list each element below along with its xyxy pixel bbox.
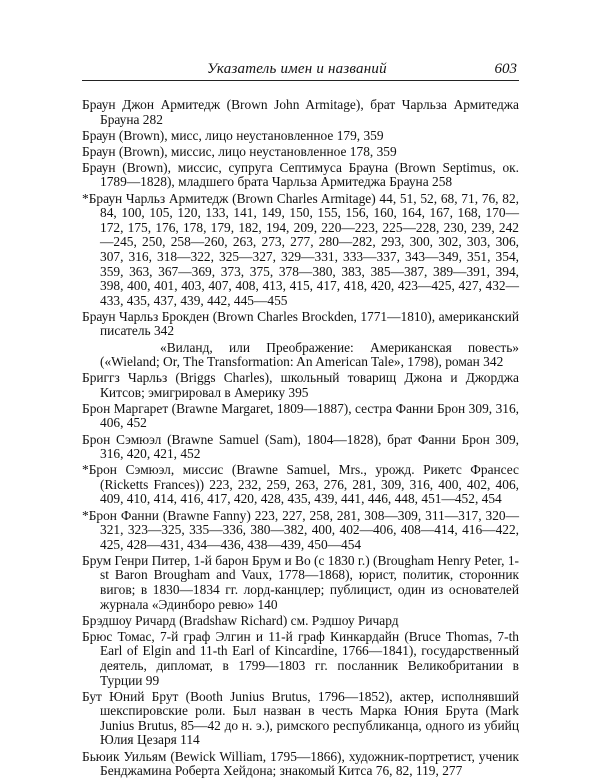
index-subentry: «Виланд, или Преображение: Американская повесть» («Wieland; Or, The Transformation: An American Tale», 1798), роман 342 (100, 339, 519, 370)
index-entry: Брон Сэмюэл (Brawne Samuel (Sam), 1804—1828), брат Фанни Брон 309, 316, 420, 421, 452 (82, 431, 519, 462)
index-entry: Брюс Томас, 7-й граф Элгин и 11-й граф Кинкардайн (Bruce Thomas, 7-th Earl of Elgin and 11-th Earl of Kincardine, 1766—1841), государственный деятель, дипломат, в 1799—1803 гг. посланник Великобритании в Турции 99 (82, 628, 519, 688)
index-entry: Браун (Brown), миссис, лицо неустановленное 178, 359 (82, 143, 397, 159)
index-entry: Бьюик Уильям (Bewick William, 1795—1866), художник-портретист, ученик Бенджамина Роберта Хейдона; знакомый Китса 76, 82, 119, 277 (82, 748, 519, 779)
index-entry: Браун Джон Армитедж (Brown John Armitage), брат Чарльза Армитеджа Брауна 282 (82, 97, 519, 127)
index-entry: *Брон Сэмюэл, миссис (Brawne Samuel, Mrs., урожд. Рикетс Франсес (Ricketts Frances)) 223, 232, 259, 263, 276, 281, 309, 316, 400, 402, 406, 409, 410, 414, 416, 417, 420, 428, 435, 439, 441, 446, 448, 451—452, 454 (82, 462, 519, 507)
index-entry: Браун (Brown), миссис, супруга Септимуса Брауна (Brown Septimus, ок. 1789—1828), младшего брата Чарльза Армитеджа Брауна 258 (82, 159, 519, 190)
running-header (82, 58, 519, 81)
index-entry: Брэдшоу Ричард (Bradshaw Richard) см. Рэдшоу Ричард (82, 612, 399, 628)
index-entry: *Брон Фанни (Brawne Fanny) 223, 227, 258, 281, 308—309, 311—317, 320—321, 323—325, 335—336, 380—382, 400, 402—406, 408—414, 416—422, 425, 428—431, 434—436, 438—439, 450—454 (82, 507, 519, 552)
index-entry: Брон Маргарет (Brawne Margaret, 1809—1887), сестра Фанни Брон 309, 316, 406, 452 (82, 400, 519, 431)
index-entry: Бриггз Чарльз (Briggs Charles), школьный товарищ Джона и Джорджа Китсов; эмигрировал в Америку 395 (82, 370, 519, 400)
index-entry: Браун (Brown), мисс, лицо неустановленное 179, 359 (82, 127, 384, 143)
index-list (82, 98, 519, 780)
running-title: Указатель имен и названий (207, 61, 387, 77)
index-entry: *Браун Чарльз Армитедж (Brown Charles Armitage) 44, 51, 52, 68, 71, 76, 82, 84, 100, 105, 120, 133, 141, 149, 150, 155, 156, 160, 164, 167, 168, 170—172, 175, 176, 178, 179, 182, 194, 209, 220—223, 225—228, 230, 239, 242—245, 250, 258—260, 263, 273, 277, 280—282, 293, 300, 302, 303, 306, 307, 316, 318—322, 325—327, 329—331, 333—337, 343—349, 351, 354, 359, 363, 367—369, 373, 375, 378—380, 383, 385—387, 389—391, 394, 398, 400, 401, 403, 407, 408, 413, 415, 417, 418, 420, 423—425, 427, 432—433, 435, 437, 439, 442, 445—455 (82, 190, 519, 308)
page-number: 603 (494, 61, 517, 77)
index-entry: Бут Юний Брут (Booth Junius Brutus, 1796—1852), актер, исполнявший шекспировские роли. Был назван в честь Марка Юния Брута (Mark Junius Brutus, 85—42 до н. э.), римского республиканца, одного из убийц Юлия Цезаря 114 (82, 688, 519, 748)
index-entry: Брум Генри Питер, 1-й барон Брум и Во (с 1830 г.) (Brougham Henry Peter, 1-st Baron Brougham and Vaux, 1778—1868), юрист, политик, сторонник вигов; в 1830—1834 гг. лорд-канцлер; публицист, один из основателей журнала «Эдинборо ревю» 140 (82, 552, 519, 612)
index-entry: Браун Чарльз Брокден (Brown Charles Brockden, 1771—1810), американский писатель 342 (82, 308, 519, 339)
